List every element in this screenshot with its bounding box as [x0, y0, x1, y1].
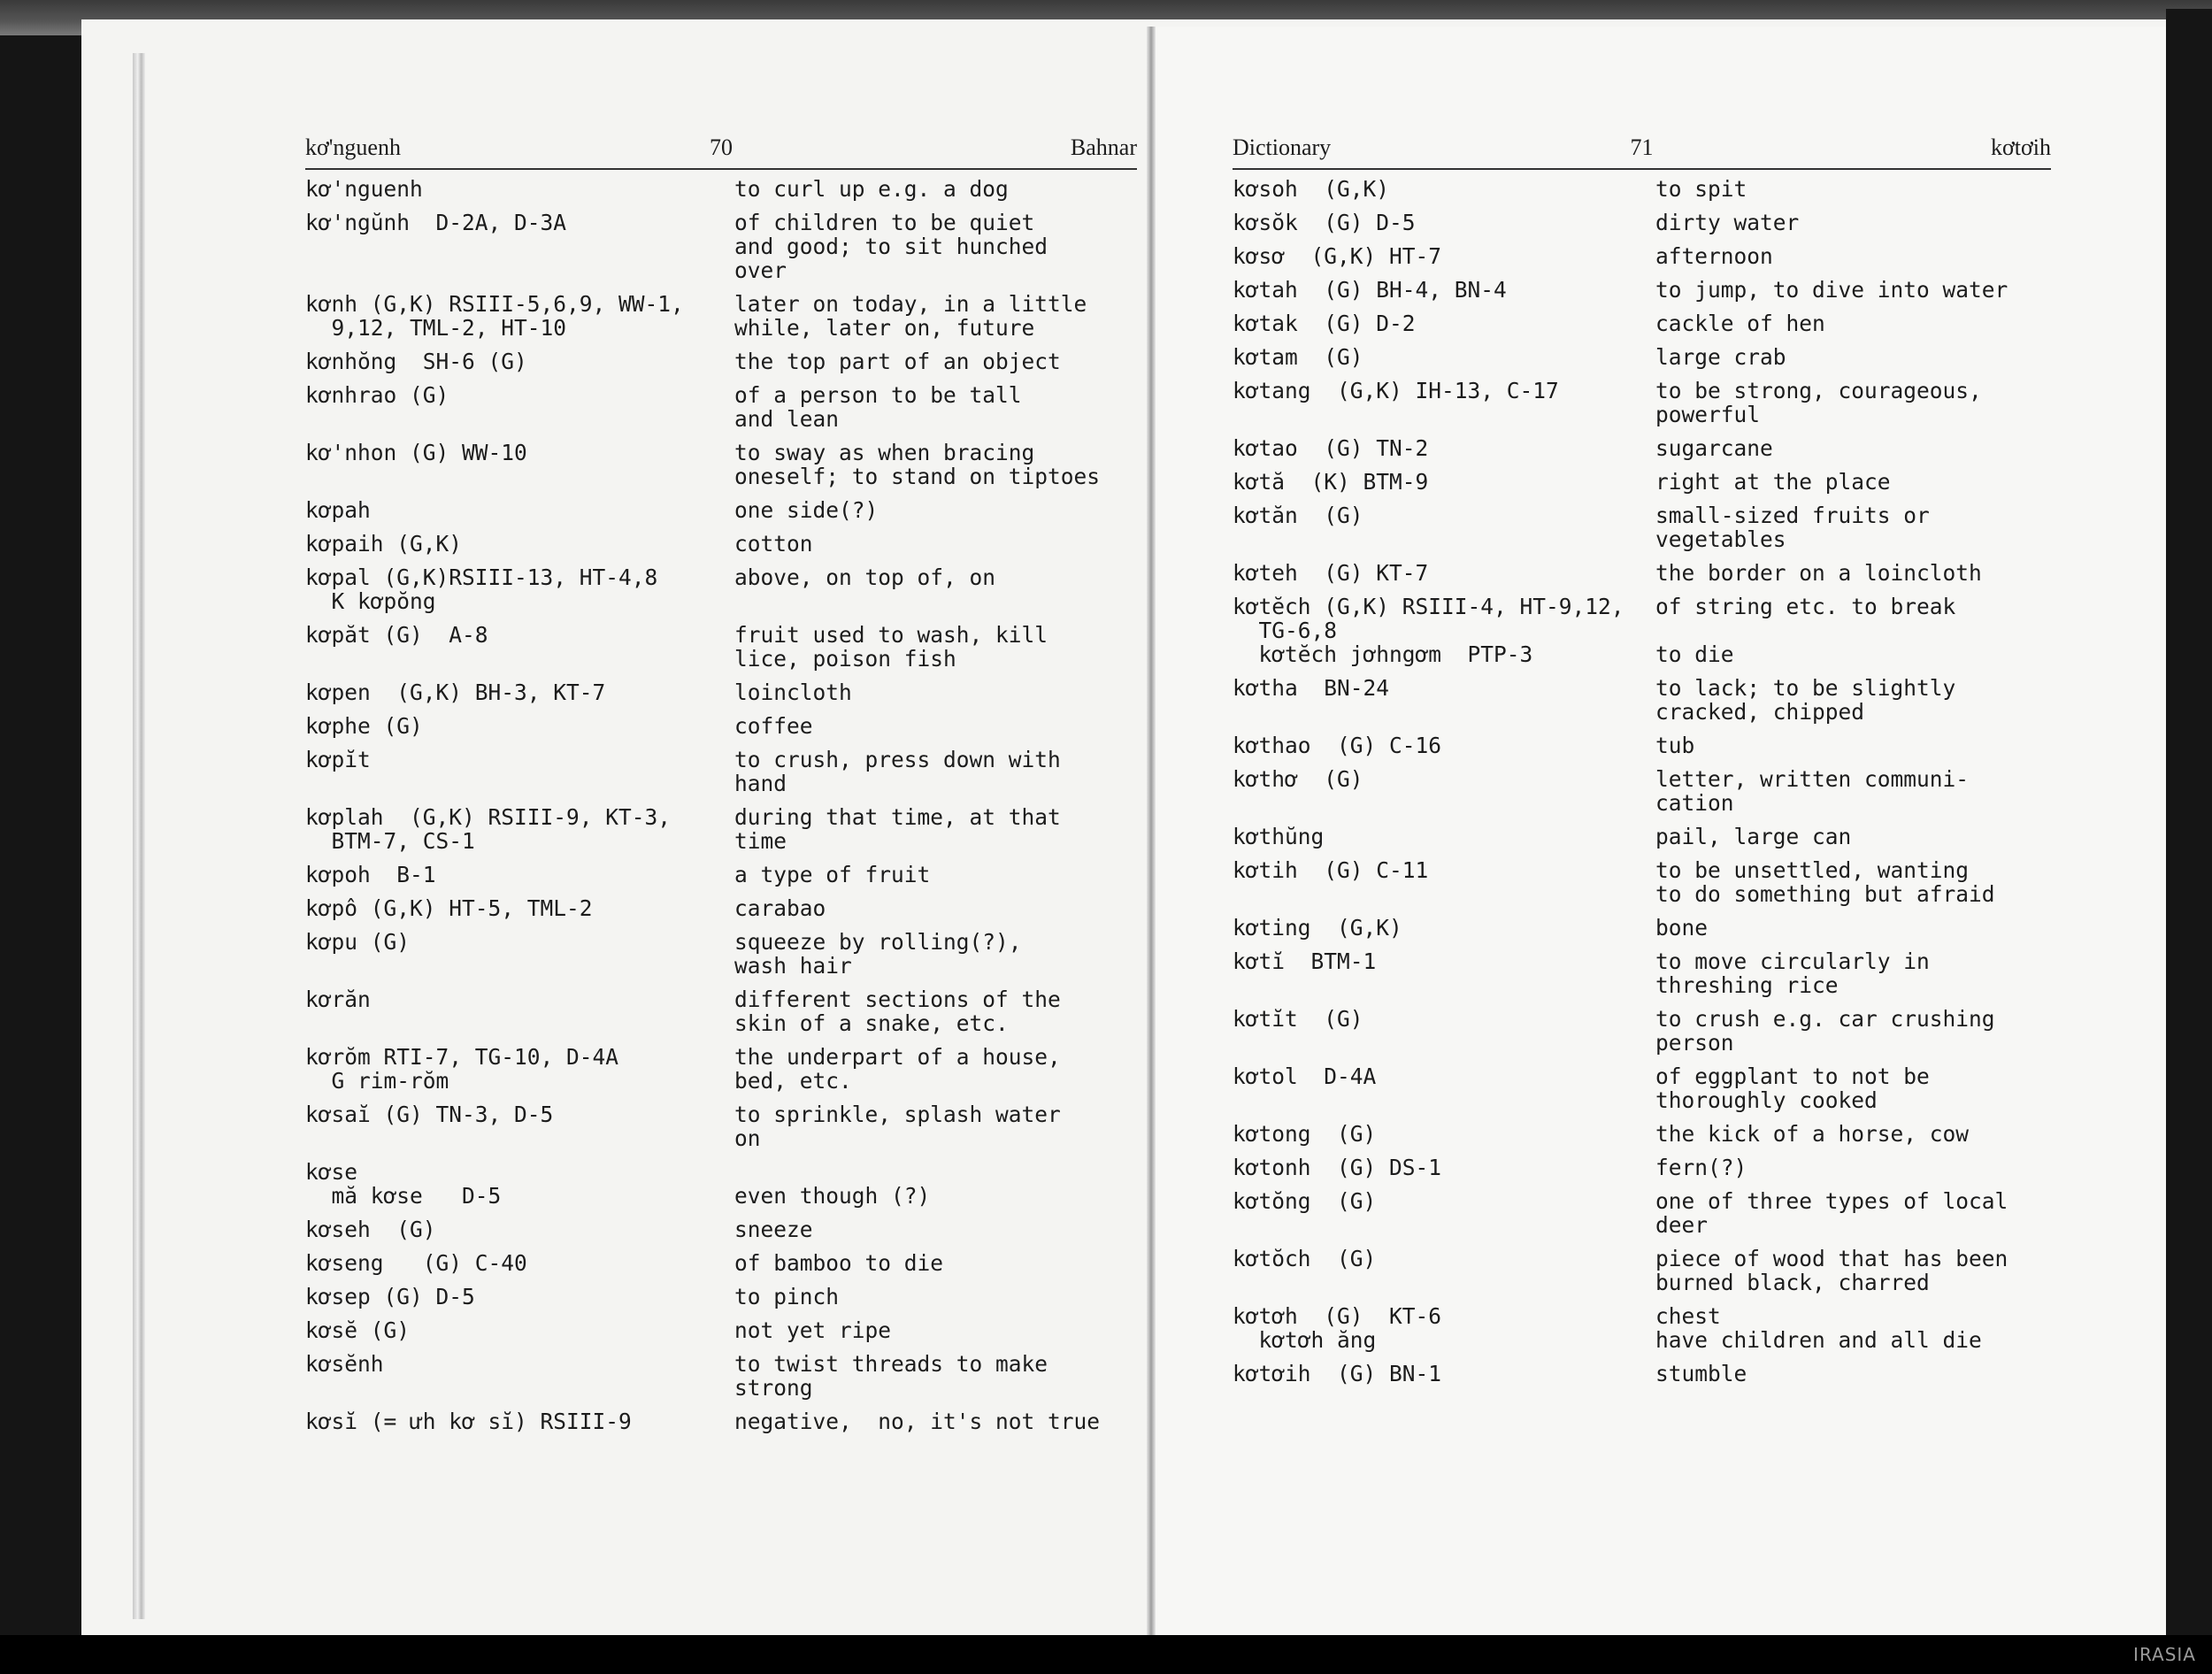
entry-definition: squeeze by rolling(?), wash hair [734, 929, 1022, 979]
entry-definition: not yet ripe [734, 1317, 892, 1343]
entry-definition: to lack; to be slightly cracked, chipped [1655, 675, 1956, 725]
entry-definition: to move circularly in threshing rice [1655, 948, 1930, 998]
entry-headword: kơsơ (G,K) HT-7 [1233, 243, 1442, 269]
entry-definition: dirty water [1655, 210, 1800, 235]
right-page [1233, 133, 2051, 1601]
entry-headword: kơtao (G) TN-2 [1233, 435, 1429, 461]
dictionary-entry [1233, 470, 2051, 494]
dictionary-entry [305, 532, 1137, 556]
entry-headword: kơpĭt [305, 747, 371, 772]
dictionary-entry [305, 565, 1137, 613]
dictionary-entry [1233, 767, 2051, 815]
entry-headword: kơ'ngŭnh D-2A, D-3A [305, 210, 567, 235]
dictionary-entry [305, 1251, 1137, 1275]
entry-headword: kơpăt (G) A-8 [305, 622, 488, 648]
dictionary-entry [305, 1160, 1137, 1208]
dictionary-entry [305, 623, 1137, 671]
entry-definition: sugarcane [1655, 435, 1773, 461]
dictionary-entry [305, 441, 1137, 488]
entry-headword: kơtĭ BTM-1 [1233, 948, 1377, 974]
entry-headword: kơtak (G) D-2 [1233, 311, 1416, 336]
entry-definition: pail, large can [1655, 824, 1852, 849]
entry-definition: to sprinkle, splash water on [734, 1102, 1061, 1151]
entry-definition: to curl up e.g. a dog [734, 176, 1009, 202]
entry-definition: to sway as when bracing oneself; to stand on tiptoes [734, 440, 1101, 489]
scan-bottom-band [0, 1635, 2212, 1674]
dictionary-entry [1233, 1247, 2051, 1294]
entry-definition: above, on top of, on [734, 564, 996, 590]
entry-headword: kơpah [305, 497, 371, 523]
dictionary-entry [1233, 676, 2051, 724]
entry-definition: tub [1655, 733, 1695, 758]
entry-definition: to spit [1655, 176, 1747, 202]
dictionary-entry [305, 930, 1137, 978]
entry-headword: kơthŭng [1233, 824, 1325, 849]
entry-definition: to jump, to dive into water [1655, 277, 2008, 303]
dictionary-entry [1233, 825, 2051, 849]
entry-headword: kơpal (G,K)RSIII-13, HT-4,8 K kơpŏng [305, 564, 658, 614]
entry-headword: kơsŏk (G) D-5 [1233, 210, 1416, 235]
entry-headword: kơrŏm RTI-7, TG-10, D-4A G rim-rŏm [305, 1044, 619, 1094]
entry-definition: chest have children and all die [1655, 1303, 1982, 1353]
left-page [305, 133, 1137, 1601]
entry-headword: kơtonh (G) DS-1 [1233, 1155, 1442, 1180]
running-head [1233, 133, 2051, 170]
entry-definition: cackle of hen [1655, 311, 1825, 336]
entry-definition: large crab [1655, 344, 1786, 370]
entry-definition: to crush e.g. car crushing person [1655, 1006, 1995, 1056]
entry-headword: kơsep (G) D-5 [305, 1284, 475, 1309]
dictionary-entry [305, 292, 1137, 340]
dictionary-entry [1233, 177, 2051, 201]
entry-headword: kơpaih (G,K) [305, 531, 463, 557]
entry-headword: kơpô (G,K) HT-5, TML-2 [305, 895, 593, 921]
entry-headword: kơthơ (G) [1233, 766, 1363, 792]
dictionary-entry [305, 1102, 1137, 1150]
entry-headword: kơnh (G,K) RSIII-5,6,9, WW-1, 9,12, TML-2, HT-10 [305, 291, 684, 341]
entry-headword: kơtĕch (G,K) RSIII-4, HT-9,12, TG-6,8 kơtĕch jơhngơm PTP-3 [1233, 594, 1624, 667]
entry-headword: kơsĕ (G) [305, 1317, 411, 1343]
dictionary-entry [305, 1285, 1137, 1309]
entry-definition: of children to be quiet and good; to sit hunched over [734, 210, 1048, 283]
running-head-left: Dictionary [1233, 134, 1332, 160]
dictionary-entry [1233, 595, 2051, 666]
dictionary-entry [1233, 278, 2051, 302]
dictionary-entry [1233, 1304, 2051, 1352]
entry-headword: kơtam (G) [1233, 344, 1363, 370]
entry-headword: kơsĭ (= ưh kơ sĭ) RSIII-9 [305, 1409, 632, 1434]
dictionary-entry [1233, 733, 2051, 757]
dictionary-entry [305, 748, 1137, 795]
entry-headword: kơtong (G) [1233, 1121, 1377, 1147]
dictionary-entry [305, 1409, 1137, 1433]
entry-definition: different sections of the skin of a snake, etc. [734, 987, 1061, 1036]
entry-definition: the top part of an object [734, 349, 1061, 374]
dictionary-entry [1233, 244, 2051, 268]
scan-right-edge [2166, 9, 2212, 1635]
dictionary-entry [305, 1217, 1137, 1241]
entry-headword: kơ'nhon (G) WW-10 [305, 440, 527, 465]
dictionary-entry [305, 680, 1137, 704]
watermark: IRASIA [2133, 1644, 2196, 1665]
dictionary-entry [305, 498, 1137, 522]
entry-definition: stumble [1655, 1361, 1747, 1386]
entry-headword: kơtol D-4A [1233, 1064, 1377, 1089]
entry-headword: kơthao (G) C-16 [1233, 733, 1442, 758]
dictionary-entry [1233, 1362, 2051, 1386]
entry-definition: to pinch [734, 1284, 840, 1309]
entry-definition: bone [1655, 915, 1709, 941]
dictionary-entry [1233, 1156, 2051, 1179]
entry-headword: kơseng (G) C-40 [305, 1250, 527, 1276]
entry-definition: one side(?) [734, 497, 879, 523]
entry-definition: cotton [734, 531, 813, 557]
entry-headword: kơteh (G) KT-7 [1233, 560, 1429, 586]
entry-headword: kơtŏch (G) [1233, 1246, 1377, 1271]
entry-definition: afternoon [1655, 243, 1773, 269]
entry-definition: the kick of a horse, cow [1655, 1121, 1970, 1147]
dictionary-entry [1233, 345, 2051, 369]
dictionary-entry [1233, 436, 2051, 460]
dictionary-entry [1233, 1189, 2051, 1237]
entry-headword: kơtơh (G) KT-6 kơtơh ăng [1233, 1303, 1442, 1353]
dictionary-entry [1233, 858, 2051, 906]
entry-headword: kơ'nguenh [305, 176, 423, 202]
entry-headword: kơsoh (G,K) [1233, 176, 1390, 202]
dictionary-entry [305, 349, 1137, 373]
entry-definition: small-sized fruits or vegetables [1655, 503, 1930, 552]
entry-definition: loincloth [734, 680, 852, 705]
entry-definition: coffee [734, 713, 813, 739]
entry-definition: a type of fruit [734, 862, 931, 887]
entry-list [1233, 177, 2051, 1386]
dictionary-entry [305, 383, 1137, 431]
entry-headword: kơtă (K) BTM-9 [1233, 469, 1429, 495]
entry-headword: kơtăn (G) [1233, 503, 1363, 528]
running-head [305, 133, 1137, 170]
entry-headword: kơtŏng (G) [1233, 1188, 1377, 1214]
entry-headword: kơplah (G,K) RSIII-9, KT-3, BTM-7, CS-1 [305, 804, 672, 854]
entry-headword: kơtang (G,K) IH-13, C-17 [1233, 378, 1559, 403]
entry-headword: kơnhŏng SH-6 (G) [305, 349, 527, 374]
running-head-right: Bahnar [1070, 134, 1137, 160]
entry-list [305, 177, 1137, 1433]
dictionary-entry [305, 1318, 1137, 1342]
entry-definition: during that time, at that time [734, 804, 1061, 854]
dictionary-entry [305, 714, 1137, 738]
entry-headword: kơpu (G) [305, 929, 411, 955]
dictionary-entry [305, 987, 1137, 1035]
entry-definition: to be unsettled, wanting to do something but afraid [1655, 857, 1995, 907]
entry-definition: negative, no, it's not true [734, 1409, 1101, 1434]
entry-headword: kơpoh B-1 [305, 862, 436, 887]
entry-headword: kơtơih (G) BN-1 [1233, 1361, 1442, 1386]
entry-definition: later on today, in a little while, later on, future [734, 291, 1087, 341]
entry-headword: kơtha BN-24 [1233, 675, 1390, 701]
entry-definition: of eggplant to not be thoroughly cooked [1655, 1064, 1930, 1113]
entry-definition: right at the place [1655, 469, 1891, 495]
entry-headword: kơting (G,K) [1233, 915, 1402, 941]
dictionary-entry [305, 896, 1137, 920]
entry-definition: to twist threads to make strong [734, 1351, 1048, 1401]
entry-definition: even though (?) [734, 1183, 931, 1209]
entry-definition: piece of wood that has been burned black, charred [1655, 1246, 2008, 1295]
entry-headword: kơtah (G) BH-4, BN-4 [1233, 277, 1507, 303]
entry-headword: kơrăn [305, 987, 371, 1012]
entry-definition: the border on a loincloth [1655, 560, 1982, 586]
entry-definition: of string etc. to break to die [1655, 594, 1956, 667]
entry-definition: fruit used to wash, kill lice, poison fish [734, 622, 1048, 672]
dictionary-entry [1233, 311, 2051, 335]
dictionary-entry [1233, 503, 2051, 551]
dictionary-entry [305, 1045, 1137, 1093]
dictionary-entry [1233, 561, 2051, 585]
entry-headword: kơsaĭ (G) TN-3, D-5 [305, 1102, 554, 1127]
dictionary-entry [1233, 949, 2051, 997]
entry-definition: sneeze [734, 1217, 813, 1242]
entry-definition: carabao [734, 895, 826, 921]
dictionary-entry [1233, 1122, 2051, 1146]
entry-headword: kơtih (G) C-11 [1233, 857, 1429, 883]
entry-headword: kơseh (G) [305, 1217, 436, 1242]
entry-definition: of a person to be tall and lean [734, 382, 1022, 432]
page-number: 70 [710, 134, 733, 160]
dictionary-entry [1233, 211, 2051, 234]
dictionary-entry [1233, 1064, 2051, 1112]
entry-definition: one of three types of local deer [1655, 1188, 2008, 1238]
dictionary-entry [305, 805, 1137, 853]
entry-definition: to crush, press down with hand [734, 747, 1061, 796]
dictionary-entry [305, 177, 1137, 201]
running-head-left: kơ'nguenh [305, 134, 401, 160]
entry-headword: kơpen (G,K) BH-3, KT-7 [305, 680, 606, 705]
entry-definition: fern(?) [1655, 1155, 1747, 1180]
dictionary-entry [1233, 916, 2051, 940]
dictionary-entry [305, 863, 1137, 887]
dictionary-entry [305, 211, 1137, 282]
dictionary-entry [1233, 1007, 2051, 1055]
page-number: 71 [1630, 134, 1654, 160]
dictionary-entry [1233, 379, 2051, 426]
entry-headword: kơnhrao (G) [305, 382, 449, 408]
entry-headword: kơtĭt (G) [1233, 1006, 1363, 1032]
entry-definition: of bamboo to die [734, 1250, 944, 1276]
entry-headword: kơphe (G) [305, 713, 423, 739]
entry-definition: the underpart of a house, bed, etc. [734, 1044, 1061, 1094]
entry-definition: to be strong, courageous, powerful [1655, 378, 1982, 427]
entry-headword: kơsĕnh [305, 1351, 384, 1377]
running-head-right: kơtơih [1991, 134, 2051, 160]
book-spine [1147, 27, 1156, 1637]
entry-headword: kơse mă kơse D-5 [305, 1159, 502, 1209]
dictionary-entry [305, 1352, 1137, 1400]
page-edge-texture [133, 53, 145, 1619]
entry-definition: letter, written communi- cation [1655, 766, 1970, 816]
